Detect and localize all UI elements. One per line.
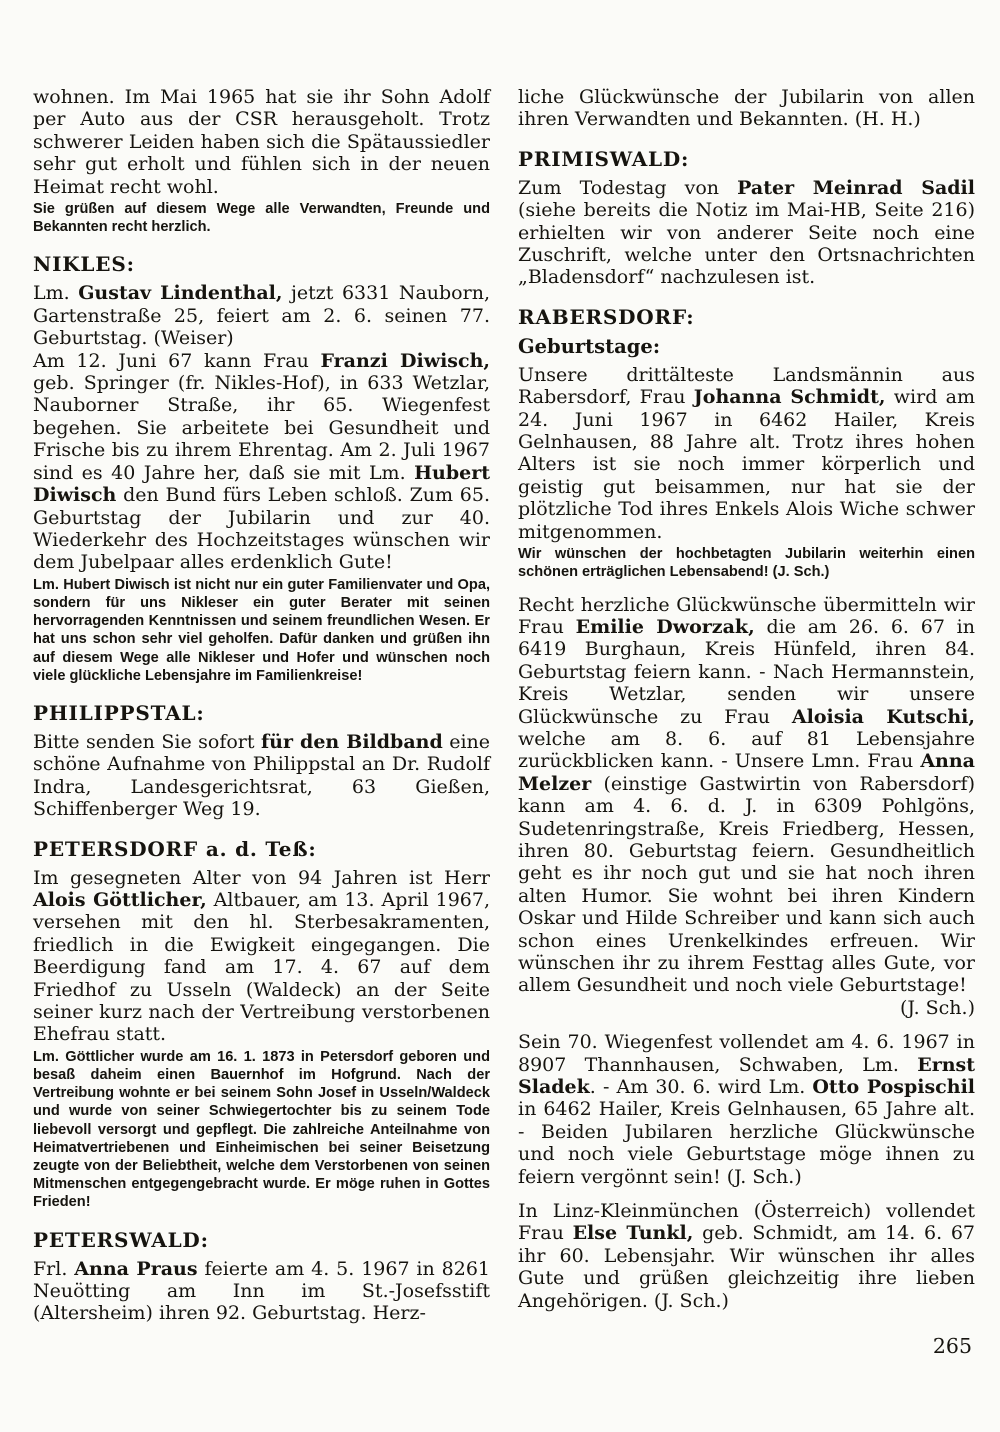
section-heading-philippstal: PHILIPPSTAL: [33, 700, 205, 725]
body-paragraph: Frl. Anna Praus feierte am 4. 5. 1967 in 8261 Neuötting am Inn im St.-Josefsstift (Altersheim) ihren 92. Geburtstag. Herz- [33, 1257, 490, 1325]
section-heading-peterswald: PETERSWALD: [33, 1227, 209, 1252]
section-heading-primiswald: PRIMISWALD: [518, 146, 690, 171]
document-page [33, 86, 975, 1325]
body-paragraph: Sein 70. Wiegenfest vollendet am 4. 6. 1967 in 8907 Thannhausen, Schwaben, Lm. Ernst Sladek. - Am 30. 6. wird Lm. Otto Pospischil in 6462 Hailer, Kreis Gelnhausen, 65 Jahre alt. - Beiden Jubilaren herzliche Glückwünsche und noch viele Geburtstage möge ihnen zu feiern vergönnt sein! (J. Sch.) [518, 1031, 976, 1188]
body-paragraph: Zum Todestag von Pater Meinrad Sadil (siehe bereits die Notiz im Mai-HB, Seite 216) erhielten wir von anderer Seite noch eine Zuschrift, welche unter den Ortsnachrichten „Bladensdorf“ nachzulesen ist. [518, 176, 975, 289]
body-paragraph: Recht herzliche Glückwünsche übermitteln wir Frau Emilie Dworzak, die am 26. 6. 67 in 6419 Burghaun, Kreis Hünfeld, ihren 84. Geburtstag feiern kann. - Nach Hermannstein, Kreis Wetzlar, senden wir unsere Glückwünsche zu Frau Aloisia Kutschi, welche am 8. 6. auf 81 Lebensjahre zurückblicken kann. - Unsere Lmn. Frau Anna Melzer (einstige Gastwirtin von Rabersdorf) kann am 4. 6. d. J. in 6309 Pohlgöns, Sudetenringstraße, Kreis Friedberg, Hessen, ihren 80. Geburtstag feiern. Gesundheitlich geht es ihr noch gut und sie hat noch ihren alten Humor. Sie wohnt bei ihren Kindern Oskar und Hilde Schreiber und kann sich auch schon eines Urenkelkindes erfreuen. Wir wünschen ihr zu ihrem Festtag alles Gute, vor allem Gesundheit und noch viele Geburtstage! [518, 593, 975, 997]
signature-note: (J. Sch.) [900, 996, 975, 1019]
sub-heading-geburtstage: Geburtstage: [518, 334, 661, 358]
body-paragraph: Am 12. Juni 67 kann Frau Franzi Diwisch, geb. Springer (fr. Nikles-Hof), in 633 Wetzlar, Nauborner Straße, ihr 65. Wiegenfest begehen. Sie arbeitete bei Gesundheit und Frische bis zu ihrem Ehrentag. Am 2. Juli 1967 sind es 40 Jahre her, daß sie mit Lm. Hubert Diwisch den Bund fürs Leben schloß. Zum 65. Geburtstag der Jubilarin und zur 40. Wiederkehr des Hochzeitstages wünschen wir dem Jubelpaar alles erdenklich Gute! [33, 349, 490, 574]
body-paragraph-continuation: liche Glückwünsche der Jubilarin von allen ihren Verwandten und Bekannten. (H. H.) [518, 86, 975, 131]
fine-print-paragraph: Sie grüßen auf diesem Wege alle Verwandten, Freunde und Bekannten recht herzlich. [33, 201, 490, 236]
fine-print-paragraph: Lm. Hubert Diwisch ist nicht nur ein guter Familienvater und Opa, sondern für uns Nikleser ein guter Berater mit seinen hervorragenden Kenntnissen und seinem freundlichen Wesen. Er hat uns schon sehr viel geholfen. Dafür danken und grüßen ihn auf diesem Wege alle Nikleser und Hofer und wünschen noch viele glückliche Lebensjahre im Familienkreise! [33, 576, 490, 684]
body-paragraph-continuation: wohnen. Im Mai 1965 hat sie ihr Sohn Adolf per Auto aus der CSR herausgeholt. Trotz schwerer Leiden haben sich die Spätaussiedler sehr gut erholt und fühlen sich in der neuen Heimat recht wohl. [33, 86, 490, 198]
body-paragraph: Unsere drittälteste Landsmännin aus Rabersdorf, Frau Johanna Schmidt, wird am 24. Juni 1967 in 6462 Hailer, Kreis Gelnhausen, 88 Jahre alt. Trotz ihres hohen Alters ist sie noch immer körperlich und geistig gut beisammen, nur hat sie der plötzliche Tod ihres Enkels Alois Wiche schwer mitgenommen. [518, 363, 976, 543]
fine-print-paragraph: Lm. Göttlicher wurde am 16. 1. 1873 in Petersdorf geboren und besaß daheim einen Bauernhof im Hofgrund. Nach der Vertreibung wohnte er bei seinem Sohn Josef in Usseln/Waldeck und wurde von seiner Schwiegertochter bis zu seinem Tode liebevoll versorgt und gepflegt. Die zahlreiche Anteilnahme von Heimatvertriebenen und Einheimischen bei seiner Beisetzung zeugte von der Beliebtheit, welche dem Verstorbenen von seinen Mitmenschen entgegengebracht wurde. Er möge ruhen in Gottes Frieden! [33, 1048, 490, 1211]
right-column [518, 86, 975, 1325]
body-paragraph: In Linz-Kleinmünchen (Österreich) vollendet Frau Else Tunkl, geb. Schmidt, am 14. 6. 67 ihr 60. Lebensjahr. Wir wünschen ihr alles Gute und grüßen gleichzeitig ihre lieben Angehörigen. (J. Sch.) [518, 1200, 976, 1312]
body-paragraph: Lm. Gustav Lindenthal, jetzt 6331 Nauborn, Gartenstraße 25, feiert am 2. 6. seinen 77. Geburtstag. (Weiser) [33, 282, 490, 350]
body-paragraph: Im gesegneten Alter von 94 Jahren ist Herr Alois Göttlicher, Altbauer, am 13. April 1967, versehen mit den hl. Sterbesakramenten, friedlich in die Ewigkeit eingegangen. Die Beerdigung fand am 17. 4. 67 auf dem Friedhof zu Usseln (Waldeck) an der Seite seiner kurz nach der Vertreibung verstorbenen Ehefrau statt. [33, 866, 490, 1046]
body-paragraph: Bitte senden Sie sofort für den Bildband eine schöne Aufnahme von Philippstal an Dr. Rudolf Indra, Landesgerichtsrat, 63 Gießen, Schiffenberger Weg 19. [33, 730, 490, 821]
left-column [33, 86, 490, 1325]
section-heading-rabersdorf: RABERSDORF: [518, 304, 695, 329]
section-heading-petersdorf: PETERSDORF a. d. Teß: [33, 836, 317, 861]
section-heading-nikles: NIKLES: [33, 252, 135, 277]
fine-print-paragraph: Wir wünschen der hochbetagten Jubilarin weiterhin einen schönen erträglichen Lebensabend! (J. Sch.) [518, 546, 975, 581]
page-number: 265 [932, 1334, 972, 1358]
